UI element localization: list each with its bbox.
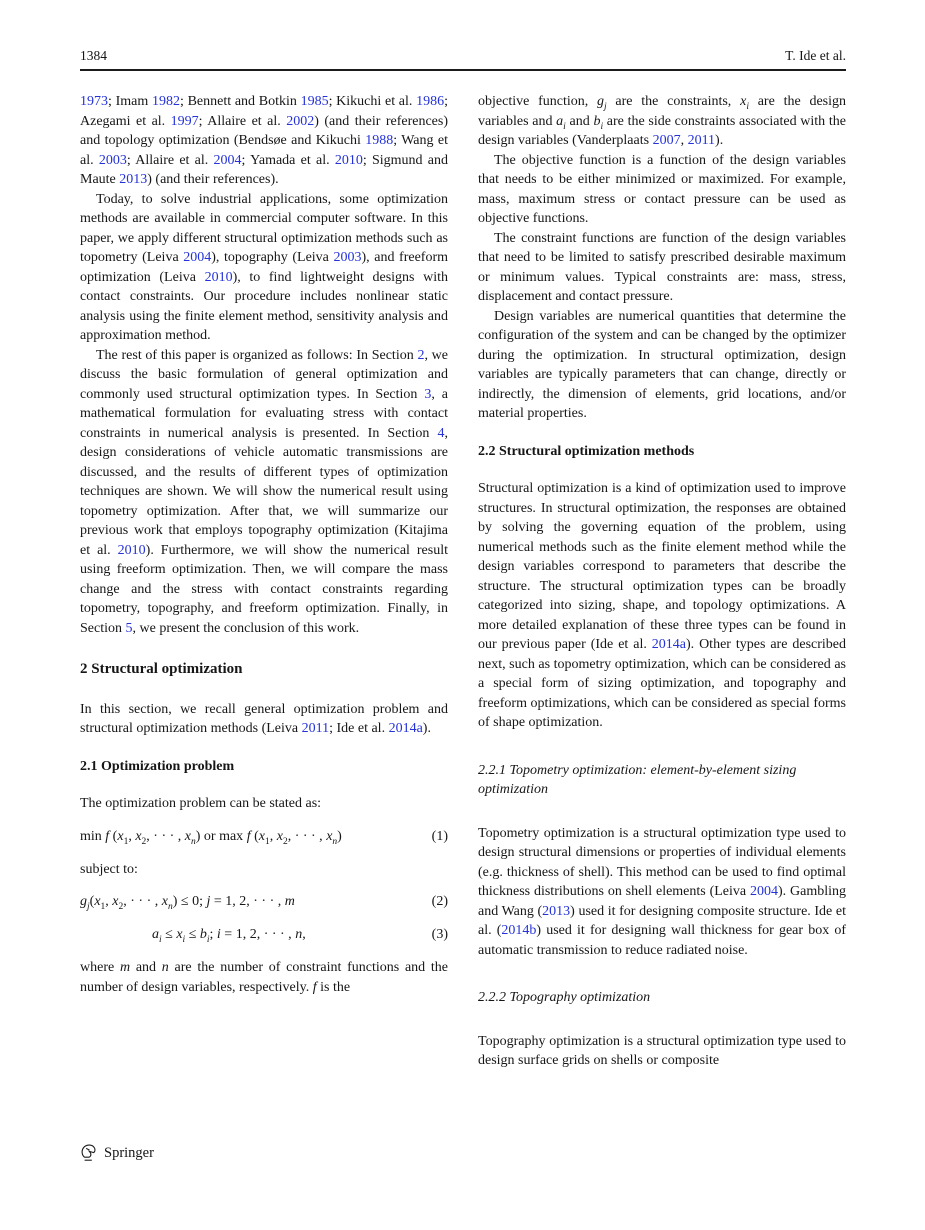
subscript: i xyxy=(182,934,186,945)
text-run: ( xyxy=(89,894,95,909)
text-run: , design considerations of vehicle automatic transmissions are discussed, and the results of different types of optimization techniques are shown. We will show the numerical result using topometry optimization. After that, we will summarize our previous work that employs topography optimization (Kitajima et al. xyxy=(80,425,448,558)
subscript: 1 xyxy=(123,836,129,847)
text-run: min xyxy=(80,828,106,844)
text-run: and xyxy=(130,960,162,975)
text-run: , we discuss the basic formulation of general optimization and commonly used structural optimization types. In Section xyxy=(80,347,448,402)
subsection-heading-2-1 xyxy=(80,757,448,777)
equation-number: (3) xyxy=(431,927,448,942)
text-run: x xyxy=(176,927,183,942)
paragraph-objective-cont xyxy=(478,92,846,151)
text-run: ; Wang et al. xyxy=(80,133,448,168)
text-run: f xyxy=(105,828,110,844)
text-run: ) ≤ 0; xyxy=(172,894,207,909)
text-run: , we present the conclusion of this work. xyxy=(132,620,360,636)
citation-link[interactable]: 1973 xyxy=(80,94,108,109)
text-run: b xyxy=(593,113,601,129)
text-run: ), to find lightweight designs with contact constraints. Our procedure includes nonlinear static analysis using the finite element method, sensitivity analysis and approximation method. xyxy=(80,269,449,343)
citation-link[interactable]: 1982 xyxy=(151,94,180,109)
paragraph-design-variables xyxy=(478,307,846,424)
text-run: ). Gambling and Wang ( xyxy=(478,884,847,919)
text-run: is the xyxy=(316,979,351,995)
text-run: , xyxy=(302,927,306,942)
paragraph-section-intro xyxy=(80,700,448,739)
subscript: i xyxy=(746,101,749,112)
text-run: Topography optimization is a structural optimization type used to design surface grids on shells or composite xyxy=(478,1033,846,1068)
citation-link[interactable]: 2014a xyxy=(388,721,423,736)
citation-link[interactable]: 2010 xyxy=(334,152,363,168)
page-number: 1384 xyxy=(80,48,107,63)
text-run: The objective function is a function of the design variables that needs to be either minimized or maximized. For example, mass, maximum stress or contact pressure can be used as objective functions. xyxy=(478,152,846,226)
text-run: ). xyxy=(715,133,724,148)
text-run: ; Bennett and Botkin xyxy=(179,94,301,109)
citation-link[interactable]: 3 xyxy=(424,386,432,402)
paragraph-where xyxy=(80,958,448,997)
text-run: x xyxy=(276,828,283,844)
text-run: g xyxy=(80,894,87,909)
text-run: In this section, we recall general optimization problem and structural optimization methods (Leiva xyxy=(80,701,448,736)
subscript: j xyxy=(604,101,607,112)
text-run: The constraint functions are function of the design variables that need to be limited to satisfy prescribed desirable maximum or minimum values. Typical constraints are: mass, stress, displacement and contact pressure. xyxy=(478,230,846,304)
text-run: ; Azegami et al. xyxy=(80,94,449,129)
text-run: ). Other types are described next, such as topometry optimization, which can be considered as a special form of sizing optimization, and topography and freeform optimizations, which can be considered as special forms of shape optimization. xyxy=(478,637,846,730)
text-run: = 1, 2, · · · , xyxy=(210,894,285,909)
text-run: i xyxy=(216,927,221,942)
text-run: are the number of constraint functions and the number of design variables, respectively. xyxy=(80,960,449,995)
text-run: , xyxy=(105,894,113,909)
text-run: b xyxy=(199,927,207,942)
text-run: , · · · , xyxy=(287,828,327,844)
text-run: x xyxy=(112,894,119,909)
text-run: 2.2.1 Topometry optimization: element-by-element sizing optimization xyxy=(478,762,797,797)
header-rule xyxy=(80,69,846,71)
paragraph-subject-to xyxy=(80,860,448,880)
text-run: = 1, 2, · · · , xyxy=(220,927,296,942)
subscript: i xyxy=(159,934,162,945)
subscript: 2 xyxy=(118,901,124,912)
text-run: ( xyxy=(109,828,118,844)
subscript: 1 xyxy=(264,836,270,847)
text-run: Design variables are numerical quantities that determine the configuration of the system and can be changed by the optimizer during the optimization. In structural optimization, design variables are typically parameters that can change, directly or indirectly, the dimension of elements, grid locations, and/or material properties. xyxy=(478,308,846,421)
text-run: ). xyxy=(422,721,431,736)
subscript: j xyxy=(87,901,90,912)
text-run: ≤ xyxy=(161,927,177,942)
citation-link[interactable]: 2010 xyxy=(117,542,146,558)
text-run: 2.1 Optimization problem xyxy=(80,758,235,774)
text-run: are the design variables and xyxy=(478,94,847,129)
text-run: ; Allaire et al. xyxy=(198,113,287,129)
citation-link[interactable]: 5 xyxy=(125,620,133,636)
text-run: ; Allaire et al. xyxy=(126,152,214,168)
page-footer xyxy=(80,1143,154,1162)
text-run: x xyxy=(135,828,142,844)
text-run: , · · · , xyxy=(123,894,162,909)
citation-link[interactable]: 4 xyxy=(437,425,445,441)
text-run: ; Ide et al. xyxy=(329,721,389,736)
subscript: 2 xyxy=(282,836,288,847)
text-run: j xyxy=(206,894,211,909)
citation-link[interactable]: 2007 xyxy=(652,133,681,148)
left-column xyxy=(80,92,448,1071)
text-run: x xyxy=(740,94,747,109)
text-run: f xyxy=(312,979,317,995)
paragraph-structural-optimization xyxy=(478,479,846,733)
springer-wordmark: Springer xyxy=(104,1145,154,1161)
subsection-heading-2-2 xyxy=(478,442,846,462)
citation-link[interactable]: 2011 xyxy=(301,721,330,736)
text-run: m xyxy=(119,960,131,975)
text-run: a xyxy=(152,927,159,942)
running-head: T. Ide et al. xyxy=(785,48,846,63)
text-run: subject to: xyxy=(80,861,138,877)
text-run: ; Kikuchi et al. xyxy=(328,94,417,109)
equation-2 xyxy=(80,892,448,912)
citation-link[interactable]: 1997 xyxy=(170,113,199,129)
text-run: ≤ xyxy=(185,927,200,942)
equation-number: (1) xyxy=(431,828,448,844)
subscript: n xyxy=(332,836,338,847)
citation-link[interactable]: 2014b xyxy=(501,923,537,938)
text-run: ). Furthermore, we will show the numerical result using freeform optimization. Then, we will compare the mass change and the stress with contact constraints regarding topometry, topography, and freeform optimization. Finally, in Section xyxy=(80,542,448,636)
text-run: x xyxy=(117,828,124,844)
text-run: ) xyxy=(337,828,342,844)
text-run: , xyxy=(680,133,688,148)
text-run: The optimization problem can be stated as: xyxy=(80,796,322,811)
text-run: where xyxy=(80,960,120,975)
text-run: n xyxy=(295,927,303,942)
text-run: m xyxy=(284,894,295,909)
section-heading-2 xyxy=(80,660,448,680)
text-run: are the side constraints associated with the design variables (Vanderplaats xyxy=(478,113,846,148)
text-run: x xyxy=(258,828,265,844)
text-run: , a mathematical formulation for evaluating stress with contact constraints in numerical analysis is presented. In Section xyxy=(80,386,448,441)
citation-link[interactable]: 2014a xyxy=(651,637,686,652)
subscript: i xyxy=(563,121,566,132)
text-run: ) used it for designing composite structure. Ide et al. ( xyxy=(478,903,846,938)
text-run: x xyxy=(94,894,101,909)
text-run: ) (and their references). xyxy=(147,172,279,187)
citation-link[interactable]: 2003 xyxy=(333,250,362,265)
text-run: f xyxy=(246,828,251,844)
text-run: ; Sigmund and Maute xyxy=(80,152,448,187)
text-run: x xyxy=(326,828,333,844)
citation-link[interactable]: 2004 xyxy=(750,884,778,899)
text-run: ), and freeform optimization (Leiva xyxy=(80,250,449,285)
citation-link[interactable]: 1988 xyxy=(365,133,394,148)
paragraph-constraint-functions xyxy=(478,229,846,307)
subscript: 2 xyxy=(141,836,147,847)
citation-link[interactable]: 2 xyxy=(417,347,425,363)
equation-number: (2) xyxy=(431,894,448,909)
citation-link[interactable]: 2004 xyxy=(213,152,242,168)
citation-link[interactable]: 2003 xyxy=(98,152,127,168)
text-run: objective function, xyxy=(478,94,598,109)
text-run: ), topography (Leiva xyxy=(211,250,334,265)
text-run: The rest of this paper is organized as follows: In Section xyxy=(96,347,418,363)
equation-1 xyxy=(80,827,448,847)
subscript: n xyxy=(167,901,173,912)
text-run: x xyxy=(161,894,168,909)
paragraph-stated-as xyxy=(80,794,448,814)
equation-content xyxy=(80,892,424,912)
citation-link[interactable]: 2013 xyxy=(119,172,148,187)
paragraph-today xyxy=(80,190,448,346)
paragraph-topometry xyxy=(478,824,846,961)
equation-content xyxy=(80,925,424,945)
text-run: are the constraints, xyxy=(606,94,741,109)
text-run: ) used it for designing wall thickness for gear box of automatic transmission to reduce radiated noise. xyxy=(478,923,847,958)
text-run: 2.2.2 Topography optimization xyxy=(478,990,651,1005)
text-run: , · · · , xyxy=(146,828,185,844)
subscript: 1 xyxy=(100,901,106,912)
text-run: Topometry optimization is a structural optimization type used to design structural dimensions or properties of individual elements (e.g. thickness of shell). This method can be used to find optimal thickness distributions on shell elements (Leiva xyxy=(478,825,846,899)
subsubsection-heading-2-2-1 xyxy=(478,761,846,800)
citation-link[interactable]: 2011 xyxy=(687,133,716,148)
text-run: ) or max xyxy=(195,828,247,844)
text-run: ) (and their references) and topology optimization (Bendsøe and Kikuchi xyxy=(80,113,448,148)
citation-link[interactable]: 2002 xyxy=(286,113,315,129)
text-run: ; Yamada et al. xyxy=(241,152,335,168)
text-run: 2.2 Structural optimization methods xyxy=(478,443,695,459)
paragraph-objective-function xyxy=(478,151,846,229)
text-run: ; Imam xyxy=(108,94,152,109)
two-column-body xyxy=(80,92,846,1071)
subscript: i xyxy=(206,934,210,945)
citation-link[interactable]: 1986 xyxy=(416,94,445,109)
text-run: g xyxy=(597,94,605,109)
citation-link[interactable]: 1985 xyxy=(300,94,329,109)
text-run: ; xyxy=(209,927,217,942)
text-run: n xyxy=(161,960,169,975)
citation-link[interactable]: 2013 xyxy=(542,903,571,919)
paragraph-topography xyxy=(478,1032,846,1071)
equation-content xyxy=(80,827,424,847)
right-column xyxy=(478,92,846,1071)
subsubsection-heading-2-2-2 xyxy=(478,988,846,1008)
citation-link[interactable]: 2004 xyxy=(183,250,212,265)
text-run: , xyxy=(269,828,277,844)
text-run: 2 Structural optimization xyxy=(80,661,243,677)
text-run: Structural optimization is a kind of optimization used to improve structures. In structural optimization, the responses are obtained by solving the governing equation of the problem, using numerical methods such as the finite element method while the design variables correspond to parameters that describe the structure. The structural optimization types can be broadly categorized into sizing, shape, and topology optimizations. A more detailed explanation of these three types can be found in our previous paper (Ide et al. xyxy=(478,481,846,652)
text-run: a xyxy=(556,113,564,129)
text-run: , xyxy=(128,828,136,844)
text-run: Today, to solve industrial applications, some optimization methods are available in commercial computer software. In this paper, we apply different structural optimization methods such as topometry (Leiva xyxy=(80,191,448,265)
subscript: n xyxy=(191,836,196,847)
text-run: and xyxy=(565,113,594,129)
springer-horse-icon xyxy=(80,1143,98,1162)
page-header xyxy=(80,48,846,64)
citation-link[interactable]: 2010 xyxy=(204,269,233,285)
subscript: i xyxy=(600,121,604,132)
paragraph-outline xyxy=(80,346,448,639)
text-run: x xyxy=(184,828,191,844)
text-run: ( xyxy=(250,828,259,844)
paragraph-references xyxy=(80,92,448,190)
equation-3 xyxy=(80,925,448,945)
